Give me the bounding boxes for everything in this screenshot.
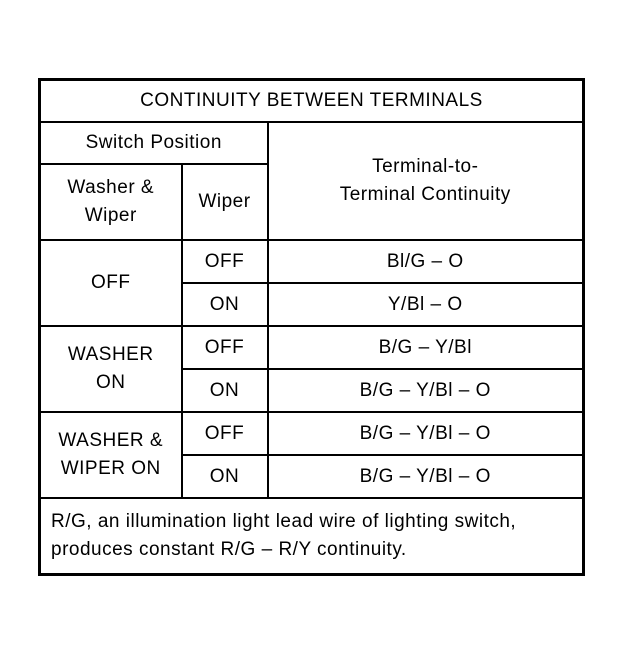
title-row	[40, 80, 584, 123]
continuity-value: B/G – Y/Bl – O	[268, 455, 584, 498]
continuity-header	[268, 122, 584, 240]
continuity-value: Y/Bl – O	[268, 283, 584, 326]
note-row	[40, 498, 584, 575]
washer-position-washer-wiper-on	[40, 412, 182, 498]
washer-position-label-line-1: WASHER	[67, 344, 154, 365]
washer-wiper-header-line-1: Washer &	[67, 177, 155, 198]
continuity-value: B/G – Y/Bl – O	[268, 412, 584, 455]
continuity-value: B/G – Y/Bl	[268, 326, 584, 369]
continuity-value: B/G – Y/Bl – O	[268, 369, 584, 412]
continuity-header-line-1: Terminal-to-	[372, 156, 479, 177]
continuity-table	[38, 78, 585, 576]
washer-wiper-header-line-2: Wiper	[84, 205, 137, 226]
washer-position-label-line-1: WASHER &	[58, 430, 164, 451]
wiper-position: OFF	[182, 412, 268, 455]
switch-position-row	[40, 122, 584, 164]
wiper-position: OFF	[182, 240, 268, 283]
wiper-position: ON	[182, 283, 268, 326]
continuity-value: Bl/G – O	[268, 240, 584, 283]
wiper-header: Wiper	[182, 164, 268, 240]
washer-wiper-header	[40, 164, 182, 240]
washer-position-label-line-2: WIPER ON	[60, 458, 161, 479]
table-row	[40, 240, 584, 283]
washer-position-washer-on	[40, 326, 182, 412]
table-row	[40, 326, 584, 369]
table-title: CONTINUITY BETWEEN TERMINALS	[40, 80, 584, 123]
table-note	[40, 498, 584, 575]
wiper-position: ON	[182, 455, 268, 498]
washer-position-off	[40, 240, 182, 326]
wiper-position: OFF	[182, 326, 268, 369]
note-line-2: produces constant R/G – R/Y continuity.	[51, 539, 407, 560]
washer-position-label-line-2: ON	[96, 372, 126, 393]
note-line-1: R/G, an illumination light lead wire of lighting switch,	[51, 511, 517, 532]
table-row	[40, 412, 584, 455]
wiper-position: ON	[182, 369, 268, 412]
switch-position-header: Switch Position	[40, 122, 268, 164]
continuity-header-line-2: Terminal Continuity	[339, 184, 511, 205]
washer-position-label: OFF	[91, 272, 131, 293]
